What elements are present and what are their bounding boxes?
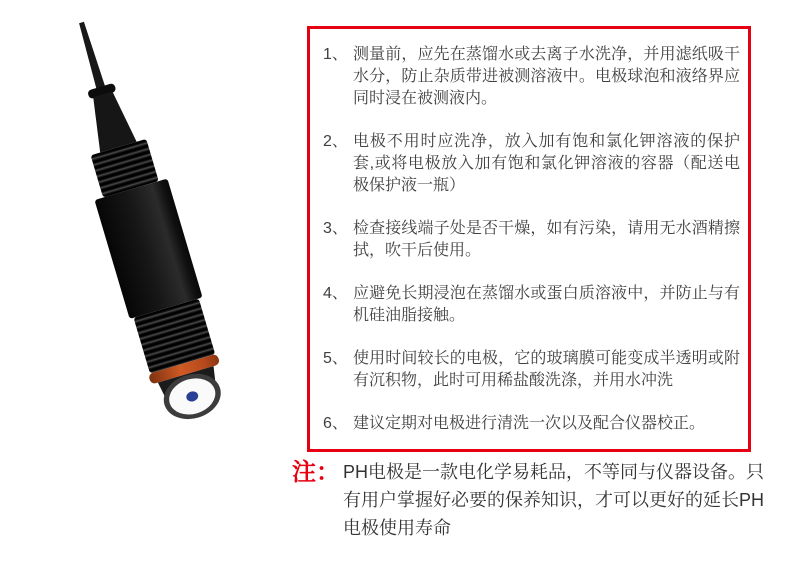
instruction-text: 电极不用时应洗净，放入加有饱和氯化钾溶液的保护套,或将电极放入加有饱和氯化钾溶液的容器（配送电极保护液一瓶） xyxy=(353,133,740,194)
note-label: 注： xyxy=(292,459,340,486)
instruction-item xyxy=(323,283,740,327)
probe-boot xyxy=(85,89,137,153)
instruction-text: 建议定期对电极进行清洗一次以及配合仪器校正。 xyxy=(353,415,706,432)
instruction-number: 5、 xyxy=(323,350,348,367)
instruction-text: 应避免长期浸泡在蒸馏水或蛋白质溶液中，并防止与有机硅油脂接触。 xyxy=(353,285,740,324)
note-text: PH电极是一款电化学易耗品，不等同与仪器设备。只有用户掌握好必要的保养知识，才可以更好的延长PH电极使用寿命 xyxy=(343,462,765,538)
instruction-text: 测量前，应先在蒸馏水或去离子水洗净，并用滤纸吸干水分，防止杂质带进被测溶液中。电极球泡和液络界应同时浸在被测液内。 xyxy=(353,46,740,107)
instruction-item xyxy=(323,218,740,262)
instruction-number: 3、 xyxy=(323,220,348,237)
instruction-number: 2、 xyxy=(323,133,348,150)
instruction-item xyxy=(323,413,740,435)
probe-body xyxy=(94,179,202,319)
instruction-item xyxy=(323,348,740,392)
instructions-box xyxy=(307,26,751,452)
instruction-text: 检查接线端子处是否干燥，如有污染，请用无水酒精擦拭，吹干后使用。 xyxy=(353,220,740,259)
instruction-item xyxy=(323,131,740,197)
instruction-number: 4、 xyxy=(323,285,348,302)
ph-electrode-image xyxy=(0,0,300,470)
note xyxy=(292,458,767,542)
probe-group xyxy=(45,12,235,429)
instruction-item xyxy=(323,44,740,110)
instruction-number: 6、 xyxy=(323,415,348,432)
probe-cable xyxy=(77,21,105,89)
ph-electrode-svg xyxy=(0,0,300,470)
instruction-text: 使用时间较长的电极，它的玻璃膜可能变成半透明或附有沉积物，此时可用稀盐酸洗涤，并用水冲洗 xyxy=(353,350,740,389)
instruction-number: 1、 xyxy=(323,46,348,63)
